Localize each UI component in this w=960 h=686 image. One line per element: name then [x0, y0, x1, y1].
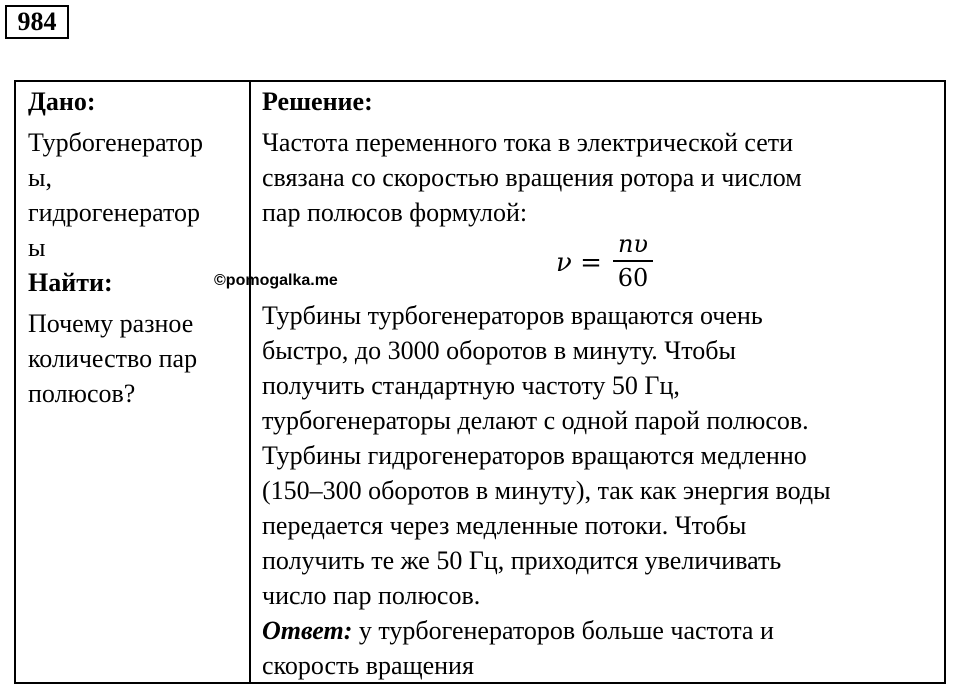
- body-line: (150–300 оборотов в минуту), так как энергия воды: [262, 476, 831, 505]
- problem-number: 984: [5, 5, 69, 39]
- watermark: ©pomogalka.me: [214, 272, 338, 289]
- find-heading: Найти:: [28, 268, 113, 297]
- frequency-formula: [262, 230, 940, 298]
- answer-label: Ответ:: [262, 616, 353, 645]
- answer-line: [262, 613, 940, 648]
- column-divider: [249, 82, 251, 682]
- body-line: получить стандартную частоту 50 Гц,: [262, 371, 680, 400]
- body-line: получить те же 50 Гц, приходится увеличивать: [262, 546, 782, 575]
- answer-line-2: скорость вращения: [262, 651, 474, 680]
- solution-heading: Решение:: [262, 87, 373, 116]
- given-line: Турбогенератор: [28, 128, 204, 157]
- body-line: число пар полюсов.: [262, 581, 481, 610]
- intro-line: Частота переменного тока в электрической сети: [262, 128, 794, 157]
- formula-fraction: [611, 228, 655, 294]
- intro-line: связана со скоростью вращения ротора и числом: [262, 163, 802, 192]
- given-heading: Дано:: [28, 87, 96, 116]
- given-line: ы: [28, 233, 46, 262]
- given-line: гидрогенератор: [28, 198, 201, 227]
- solution-table: [14, 80, 946, 684]
- find-line: Почему разное: [28, 309, 194, 338]
- formula-lhs: ν =: [556, 248, 602, 278]
- body-line: передается через медленные потоки. Чтобы: [262, 511, 747, 540]
- find-line: полюсов?: [28, 379, 136, 408]
- formula-numerator: nυ: [617, 230, 649, 258]
- given-column: [28, 84, 243, 411]
- find-line: количество пар: [28, 344, 198, 373]
- solution-column: [262, 84, 940, 683]
- body-line: быстро, до 3000 оборотов в минуту. Чтобы: [262, 336, 736, 365]
- formula-denominator: 60: [617, 264, 649, 292]
- body-line: турбогенераторы делают с одной парой полюсов.: [262, 406, 809, 435]
- answer-text: у турбогенераторов больше частота и: [352, 616, 774, 645]
- given-line: ы,: [28, 163, 52, 192]
- body-line: Турбины турбогенераторов вращаются очень: [262, 301, 763, 330]
- body-line: Турбины гидрогенераторов вращаются медленно: [262, 441, 807, 470]
- intro-line: пар полюсов формулой:: [262, 198, 528, 227]
